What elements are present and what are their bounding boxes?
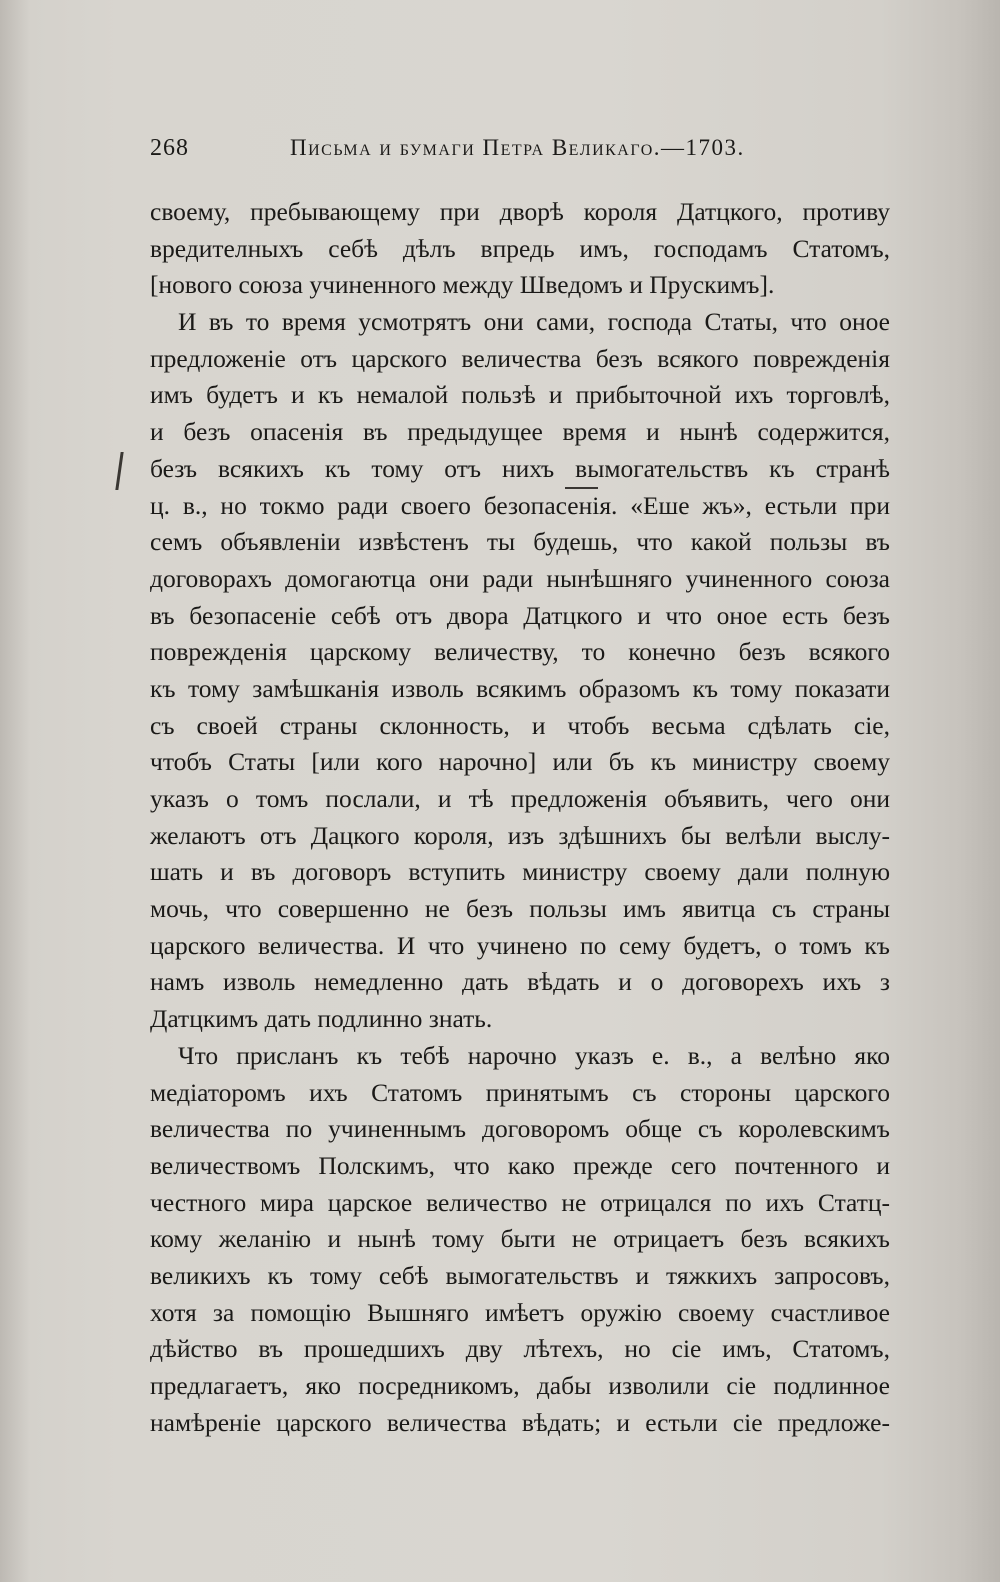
text-line: вредителныхъ себѣ дѣлъ впредь имъ, господамъ Статомъ, (150, 233, 890, 263)
text-line: ц. в., но токмо ради своего безопасенiя. «Еше жъ», естьли при (150, 490, 890, 520)
text-line: кому желанiю и нынѣ тому быти не отрицаетъ безъ всякихъ (150, 1224, 890, 1254)
text-line: намъ изволь немедленно дать вѣдать и о договорехъ ихъ з (150, 967, 890, 997)
text-line: намѣренiе царского величества вѣдать; и естьли сiе предложе- (150, 1407, 890, 1437)
text-line: въ безопасенiе себѣ отъ двора Датцкого и что оное есть безъ (150, 600, 890, 630)
text-line: Датцкимъ дать подлинно знать. (150, 1004, 493, 1034)
body-text (150, 194, 890, 1441)
page-header (150, 135, 890, 175)
running-title: Письма и бумаги Петра Великаго.—1703. (290, 135, 745, 160)
text-line: договорахъ домогаютца они ради нынѣшняго учиненного союза (150, 563, 890, 593)
paragraph-start-line: Что присланъ къ тебѣ нарочно указъ е. в., а велѣно яко (178, 1040, 890, 1070)
text-line: медiаторомъ ихъ Статомъ принятымъ съ стороны царского (150, 1077, 890, 1107)
text-line: съ своей страны склонность, и чтобъ весьма сдѣлать сiе, (150, 710, 890, 740)
text-line: шать и въ договоръ вступить министру своему дали полную (150, 857, 890, 887)
margin-pencil-mark (115, 452, 123, 490)
text-line: дѣйство въ прошедшихъ дву лѣтехъ, но сiе имъ, Статомъ, (150, 1334, 890, 1364)
text-line: указъ о томъ послали, и тѣ предложенiя объявить, чего они (150, 784, 890, 813)
text-line: безъ всякихъ къ тому отъ нихъ вымогательствъ къ странѣ (150, 453, 890, 483)
text-line: хотя за помощiю Вышняго имѣетъ оружiю своему счастливое (150, 1297, 890, 1327)
text-line: величества по учиненнымъ договоромъ обще съ королевскимъ (150, 1114, 890, 1144)
page-number: 268 (150, 135, 189, 161)
text-line: и безъ опасенiя въ предыдущее время и нынѣ содержится, (150, 417, 890, 447)
text-line: царского величества. И что учинено по сему будетъ, о томъ къ (150, 930, 890, 960)
text-line: чтобъ Статы [или кого нарочно] или бъ къ министру своему (150, 747, 890, 777)
text-line: желаютъ отъ Дацкого короля, изъ здѣшнихъ бы велѣли выслу- (150, 820, 890, 850)
text-line: къ тому замѣшканiя изволь всякимъ образомъ къ тому показати (150, 673, 890, 703)
text-line: честного мира царское величество не отрицался по ихъ Статц- (150, 1187, 890, 1217)
text-line: [нового союза учиненного между Шведомъ и Прускимъ]. (150, 270, 775, 300)
text-line: мочь, что совершенно не безъ пользы имъ явитца съ страны (150, 894, 890, 924)
text-line: предложенiе отъ царского величества безъ всякого поврежденiя (150, 343, 890, 373)
text-line: поврежденiя царскому величеству, то конечно безъ всякого (150, 637, 890, 667)
text-line: своему, пребывающему при дворѣ короля Датцкого, противу (150, 197, 890, 226)
paragraph-start-line: И въ то время усмотрятъ они сами, господа Статы, что оное (178, 307, 890, 337)
text-line: величествомъ Полскимъ, что како прежде сего почтенного и (150, 1150, 890, 1180)
text-line: семъ объявленiи извѣстенъ ты будешь, что какой пользы въ (150, 527, 890, 557)
text-line: имъ будетъ и къ немалой пользѣ и прибыточной ихъ торговлѣ, (150, 380, 890, 410)
text-line: предлагаетъ, яко посредникомъ, дабы изволили сiе подлинное (150, 1371, 890, 1400)
text-line: великихъ къ тому себѣ вымогательствъ и тяжкихъ запросовъ, (150, 1260, 890, 1290)
